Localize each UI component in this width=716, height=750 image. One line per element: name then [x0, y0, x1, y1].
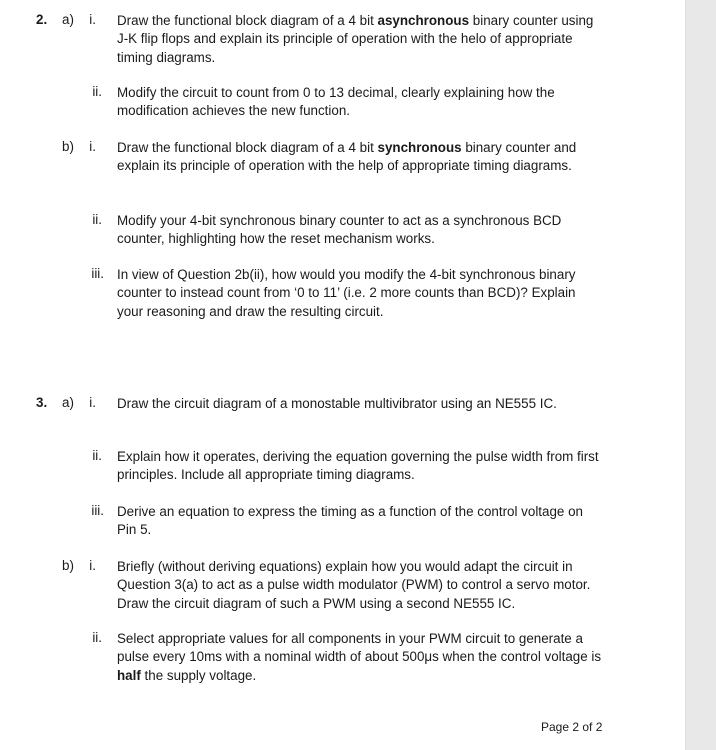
roman-2a-ii: ii.	[92, 84, 102, 99]
question-number-2: 2.	[36, 12, 48, 27]
question-3b-ii-text	[117, 630, 603, 685]
question-2b-i-text	[117, 139, 603, 176]
question-3a-iii-text: Derive an equation to express the timing as a function of the control voltage on Pin 5.	[117, 504, 583, 538]
part-label-3b: b)	[62, 558, 74, 573]
viewer-side-panel	[685, 0, 716, 750]
question-2a-i-text	[117, 12, 603, 67]
bold-run: asynchronous	[377, 13, 470, 28]
bold-run: synchronous	[377, 140, 462, 155]
question-number-3: 3.	[36, 395, 48, 410]
roman-3b-i: i.	[89, 558, 96, 573]
roman-3a-i: i.	[89, 395, 96, 410]
text-run: Draw the functional block diagram of a 4 bit	[117, 13, 378, 28]
question-2b-iii-text: In view of Question 2b(ii), how would you modify the 4-bit synchronous binary counter to instead count from ‘0 to 11’ (i.e. 2 more counts than BCD)? Explain your reasoning and draw the resulting circuit.	[117, 267, 576, 319]
text-run: the supply voltage.	[140, 667, 257, 683]
part-label-3a: a)	[62, 395, 74, 410]
roman-2b-ii: ii.	[92, 212, 102, 227]
roman-2b-iii: iii.	[91, 266, 104, 281]
text-run: Select appropriate values for all components in your PWM circuit to generate a pulse every 10ms with a nominal width of about 500μs when the control voltage is	[117, 631, 602, 665]
roman-3a-ii: ii.	[92, 448, 102, 463]
roman-3b-ii: ii.	[92, 630, 102, 645]
part-label-2b: b)	[62, 139, 74, 154]
question-2a-ii-text: Modify the circuit to count from 0 to 13 decimal, clearly explaining how the modification achieves the new function.	[117, 85, 555, 119]
bold-run: half	[117, 667, 141, 683]
question-3a-i-text: Draw the circuit diagram of a monostable multivibrator using an NE555 IC.	[117, 396, 557, 411]
question-3b-i-text: Briefly (without deriving equations) explain how you would adapt the circuit in Question 3(a) to act as a pulse width modulator (PWM) to control a servo motor. Draw the circuit diagram of such a PWM using a second NE555 IC.	[117, 559, 591, 611]
part-label-2a: a)	[62, 12, 74, 27]
text-run: Draw the functional block diagram of a 4 bit	[117, 140, 378, 155]
text-run: binary counter and explain its principle of operation with the help of appropriate timing diagrams.	[117, 140, 577, 174]
question-2b-ii-text: Modify your 4-bit synchronous binary counter to act as a synchronous BCD counter, highlighting how the reset mechanism works.	[117, 213, 562, 247]
roman-2a-i: i.	[89, 12, 96, 27]
roman-2b-i: i.	[89, 139, 96, 154]
roman-3a-iii: iii.	[91, 503, 104, 518]
page-number: Page 2 of 2	[541, 720, 603, 734]
text-run: binary counter using J-K flip flops and explain its principle of operation with the helo of appropriate timing diagrams.	[117, 13, 594, 65]
question-3a-ii-text: Explain how it operates, deriving the equation governing the pulse width from first principles. Include all appropriate timing diagrams.	[117, 449, 599, 483]
